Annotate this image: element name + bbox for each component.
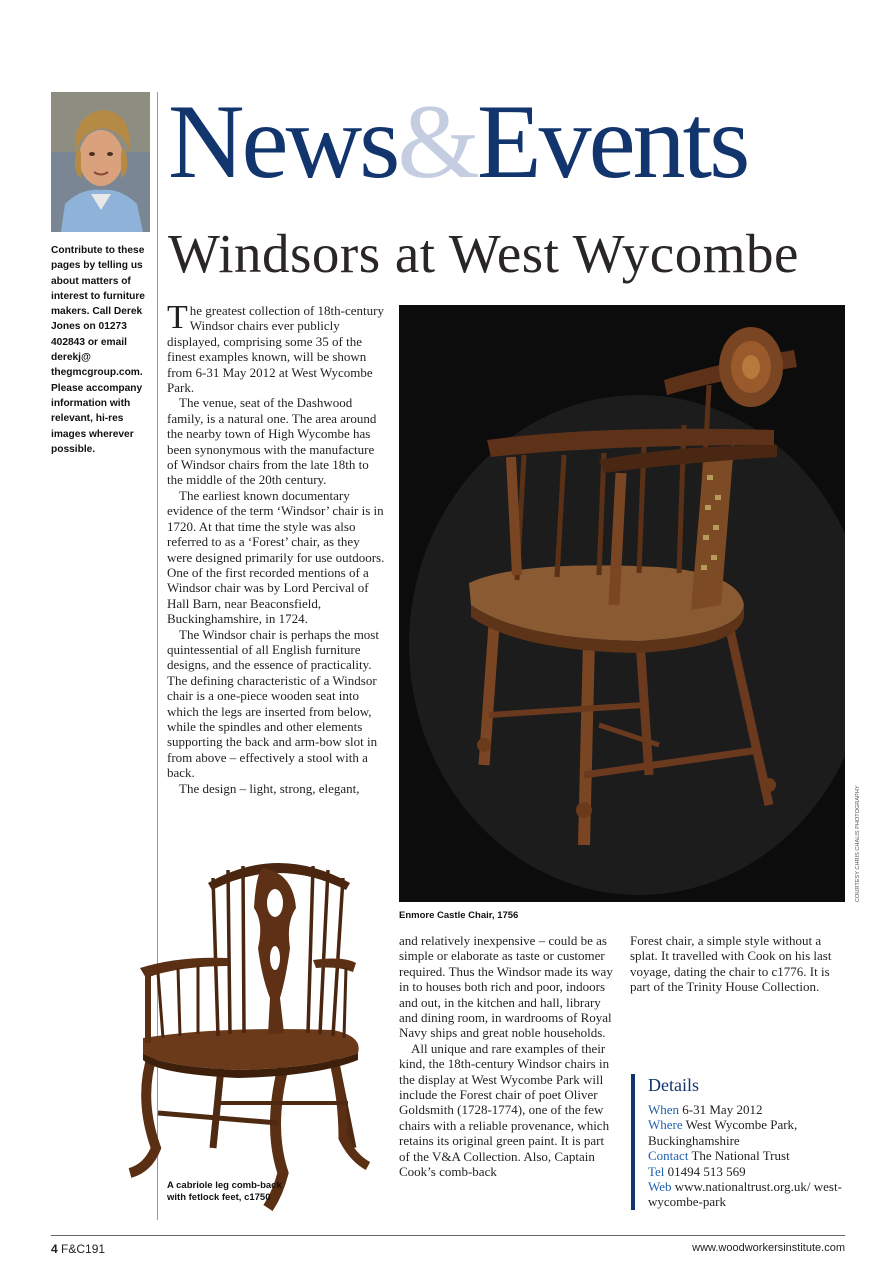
article-paragraph-7: All unique and rare examples of their kind, the 18th-century Windsor chairs in the display at West Wycombe Park will include the Forest chair of poet Oliver Goldsmith (1728-1774), one of the few chairs with a reliable provenance, which retains its original green paint. It is part of the V&A Collection. Also, Captain Cook’s comb-back: [399, 1040, 610, 1180]
main-photo-caption: Enmore Castle Chair, 1756: [399, 910, 519, 921]
article-paragraph-5: The design – light, strong, elegant,: [179, 780, 360, 796]
masthead-title: [168, 82, 747, 202]
masthead-events: Events: [476, 83, 748, 200]
article-paragraph-3: The earliest known documentary evidence of the term ‘Windsor’ chair is in 1720. At that time the style was also referred to as a ‘Forest’ chair, as they were designed primarily for use outdoors. One of the first recorded mentions of a Windsor chair was by Lord Percival of Hall Barn, near Beaconsfield, Buckinghamshire, in 1724.: [167, 487, 385, 627]
page-number: 4: [51, 1242, 58, 1256]
article-paragraph-6: and relatively inexpensive – could be as simple or elaborate as taste or customer required. Thus the Windsor made its way in to houses both rich and poor, indoors and out, in the kitchen and hall, library and dining room, in wardrooms of Royal Navy ships and great noble households.: [399, 933, 613, 1041]
details-where: Where West Wycombe Park, Buckinghamshire: [648, 1117, 798, 1148]
details-accent-bar: [631, 1074, 635, 1210]
cabriole-comb-back-chair-photo: [118, 848, 380, 1220]
contribute-note: Contribute to these pages by telling us about matters of interest to furniture makers. Call Derek Jones on 01273 402843 or email derekj@ thegmcgroup.com. Please accompany information with relevant, hi-res images wherever possible.: [51, 245, 145, 455]
second-photo-caption: A cabriole leg comb-back with fetlock feet, c1750: [167, 1180, 282, 1203]
issue-number: F&C191: [61, 1242, 106, 1256]
article-paragraph-4: The Windsor chair is perhaps the most quintessential of all English furniture designs, and the essence of practicality. The defining characteristic of a Windsor chair is a one-piece wooden seat into which the legs are inserted from below, while the spindles and other elements supporting the back and arm-bow slot in from above – effectively a stool with a back.: [167, 626, 379, 781]
article-paragraph-2: The venue, seat of the Dashwood family, is a natural one. The area around the nearby town of High Wycombe has been synonymous with the manufacture of Windsor chairs from the late 18th to the middle of the 20th century.: [167, 395, 377, 488]
article-paragraph-1: The greatest collection of 18th-century Windsor chairs ever publicly displayed, comprising some 35 of the finest examples known, will be shown from 6-31 May 2012 at West Wycombe Park.: [167, 299, 384, 396]
article-column-2: [399, 933, 615, 1180]
enmore-castle-chair-photo: [399, 305, 845, 902]
details-box: [648, 1073, 848, 1210]
article-column-3: [630, 933, 836, 995]
details-tel: Tel 01494 513 569: [648, 1163, 746, 1179]
details-contact: Contact The National Trust: [648, 1148, 790, 1164]
article-headline: Windsors at West Wycombe: [168, 223, 799, 284]
page-folio: [51, 1242, 105, 1256]
masthead-news: News: [168, 83, 398, 200]
details-web[interactable]: Web www.nationaltrust.org.uk/ west-wycombe-park: [648, 1179, 842, 1210]
article-paragraph-8: Forest chair, a simple style without a splat. It travelled with Cook on his last voyage, dating the chair to c1776. It is part of the Trinity House Collection.: [630, 933, 832, 995]
contributor-portrait-photo: [51, 92, 150, 232]
drop-cap: T: [167, 299, 188, 336]
details-when: When 6-31 May 2012: [648, 1102, 763, 1117]
footer-rule: [51, 1235, 845, 1236]
photo-credit: COURTESY CHRIS CHALIS PHOTOGRAPHY: [855, 785, 861, 902]
footer-url[interactable]: www.woodworkersinstitute.com: [692, 1242, 845, 1254]
details-title: Details: [648, 1075, 699, 1095]
article-column-1: [167, 299, 385, 796]
masthead-ampersand: &: [397, 83, 477, 200]
